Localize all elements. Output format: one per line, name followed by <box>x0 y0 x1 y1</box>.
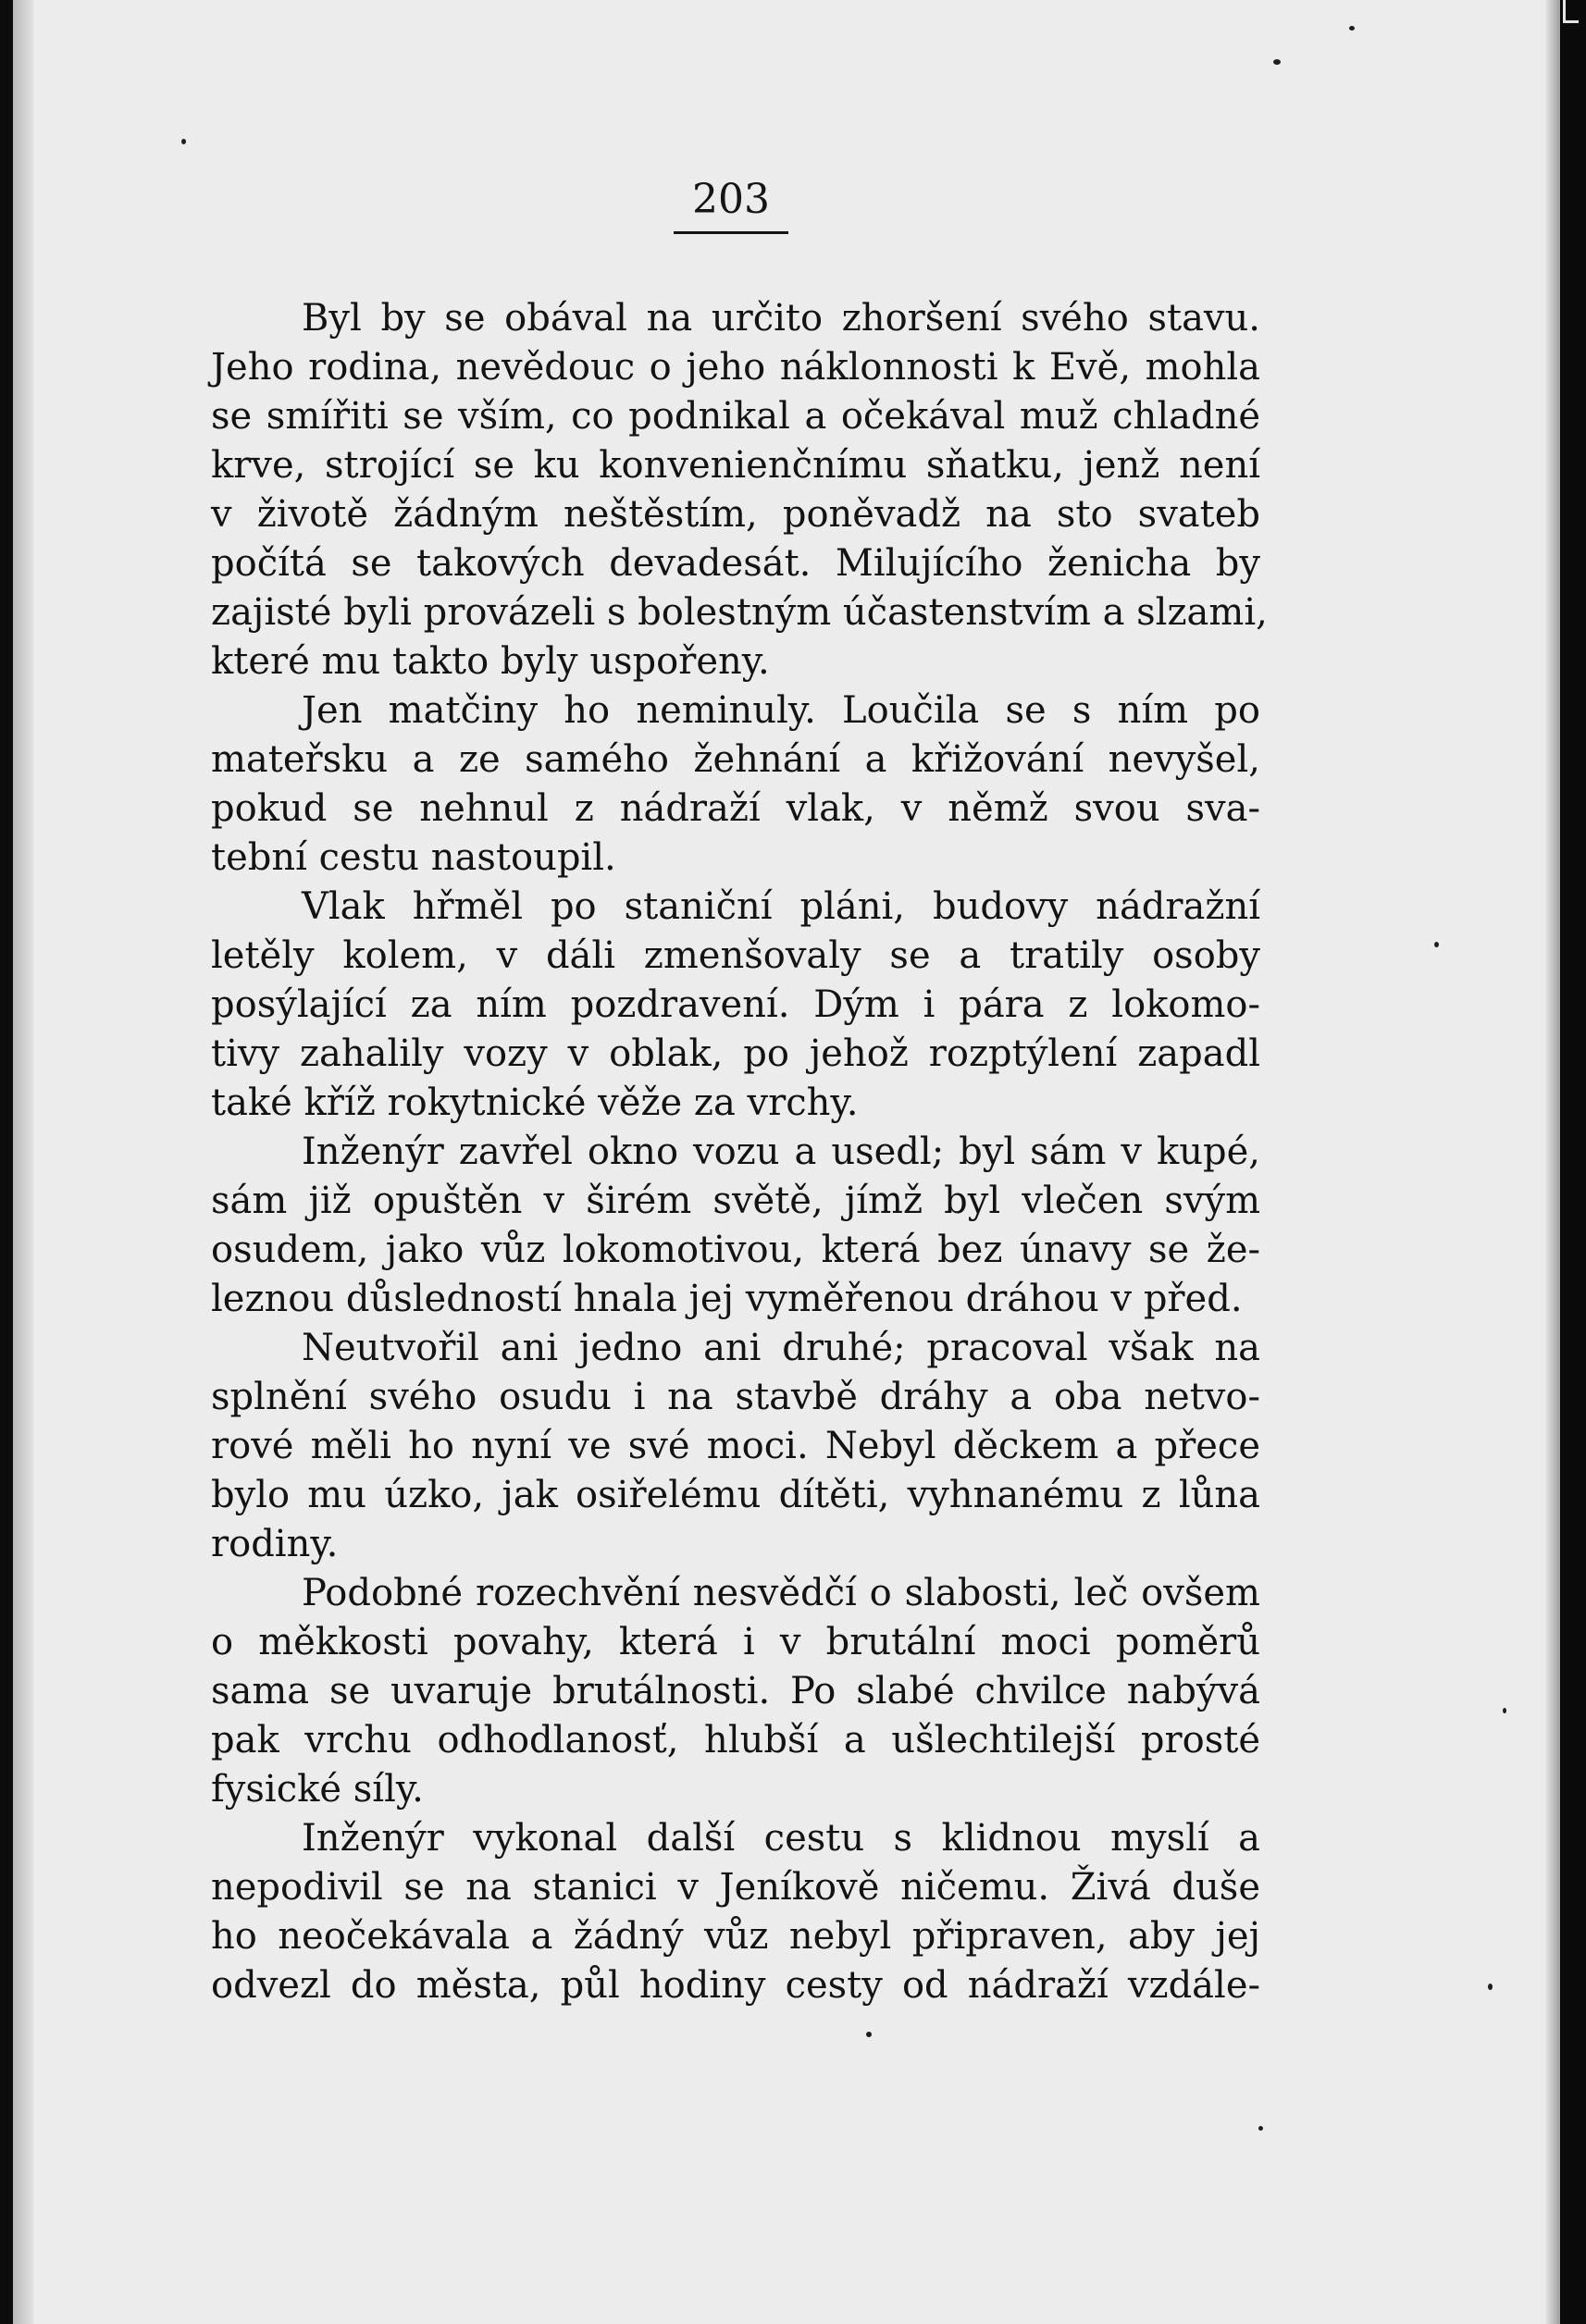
text-line: letěly kolem, v dáli zmenšovaly se a tratily osoby <box>211 934 1260 977</box>
text-line: také kříž rokytnické věže za vrchy. <box>211 1082 859 1124</box>
scan-speck <box>1488 1984 1493 1990</box>
text-line: krve, strojící se ku konvenienčnímu sňatku, jenž není <box>211 444 1260 487</box>
text-line: se smířiti se vším, co podnikal a očekával muž chladné <box>211 395 1260 438</box>
text-line: zajisté byli provázeli s bolestným účastenstvím a slzami, <box>211 591 1268 634</box>
scan-speck <box>1434 942 1439 947</box>
text-line: Jeho rodina, nevědouc o jeho náklonnosti k Evě, mohla <box>211 346 1260 389</box>
text-line: Inženýr vykonal další cestu s klidnou myslí a <box>302 1817 1260 1860</box>
scan-speck <box>1273 59 1281 65</box>
text-line: pak vrchu odhodlanosť, hlubší a ušlechtilejší prosté <box>211 1719 1260 1762</box>
text-line: které mu takto byly uspořeny. <box>211 640 770 683</box>
text-line: počítá se takových devadesát. Milujícího ženicha by <box>211 542 1260 585</box>
text-line: sama se uvaruje brutálnosti. Po slabé chvilce nabývá <box>211 1670 1260 1712</box>
text-line: fysické síly. <box>211 1768 424 1811</box>
page-number-underline <box>674 231 788 234</box>
text-line: bylo mu úzko, jak osiřelému dítěti, vyhnanému z lůna <box>211 1474 1260 1516</box>
scan-speck <box>181 139 186 144</box>
text-line: mateřsku a ze samého žehnání a křižování nevyšel, <box>211 738 1260 781</box>
scan-speck <box>866 2032 872 2037</box>
scan-border-right <box>1560 0 1586 2324</box>
text-line: sám již opuštěn v širém světě, jímž byl vlečen svým <box>211 1180 1260 1222</box>
scan-border-left <box>0 0 13 2324</box>
text-line: splnění svého osudu i na stavbě dráhy a oba netvo- <box>211 1376 1260 1418</box>
text-line: posýlající za ním pozdravení. Dým i pára z lokomo- <box>211 983 1260 1026</box>
text-line: rodiny. <box>211 1523 339 1565</box>
text-line: tivy zahalily vozy v oblak, po jehož rozptýlení zapadl <box>211 1032 1260 1075</box>
text-line: Neutvořil ani jedno ani druhé; pracoval však na <box>302 1327 1260 1369</box>
text-line: leznou důsledností hnala jej vyměřenou dráhou v před. <box>211 1278 1243 1320</box>
text-line: o měkkosti povahy, která i v brutální moci poměrů <box>211 1621 1260 1663</box>
text-line: Byl by se obával na určito zhoršení svého stavu. <box>302 297 1260 340</box>
scan-speck <box>1349 26 1355 31</box>
scan-speck <box>1503 1708 1506 1713</box>
text-line: osudem, jako vůz lokomotivou, která bez únavy se že- <box>211 1229 1260 1271</box>
scan-shadow-left <box>13 0 33 2324</box>
text-line: Jen matčiny ho neminuly. Loučila se s ním po <box>302 689 1260 732</box>
text-line: Vlak hřměl po staniční pláni, budovy nádražní <box>302 885 1260 928</box>
text-line: Podobné rozechvění nesvědčí o slabosti, leč ovšem <box>302 1572 1260 1614</box>
text-line: tební cestu nastoupil. <box>211 836 616 879</box>
scan-shadow-right <box>1545 0 1560 2324</box>
scan-speck <box>1258 2126 1263 2131</box>
page-number: 203 <box>692 176 770 223</box>
text-line: v životě žádným neštěstím, poněvadž na sto svateb <box>211 493 1260 536</box>
text-line: rové měli ho nyní ve své moci. Nebyl děckem a přece <box>211 1425 1260 1467</box>
body-text <box>211 294 1268 2010</box>
text-line: pokud se nehnul z nádraží vlak, v němž svou sva- <box>211 787 1260 830</box>
text-line: ho neočekávala a žádný vůz nebyl připraven, aby jej <box>211 1915 1260 1958</box>
text-line: nepodivil se na stanici v Jeníkově ničemu. Živá duše <box>211 1866 1260 1909</box>
scan-corner-mark <box>1563 0 1579 23</box>
text-line: odvezl do města, půl hodiny cesty od nádraží vzdále- <box>211 1964 1260 2007</box>
text-line: Inženýr zavřel okno vozu a usedl; byl sám v kupé, <box>302 1131 1260 1173</box>
